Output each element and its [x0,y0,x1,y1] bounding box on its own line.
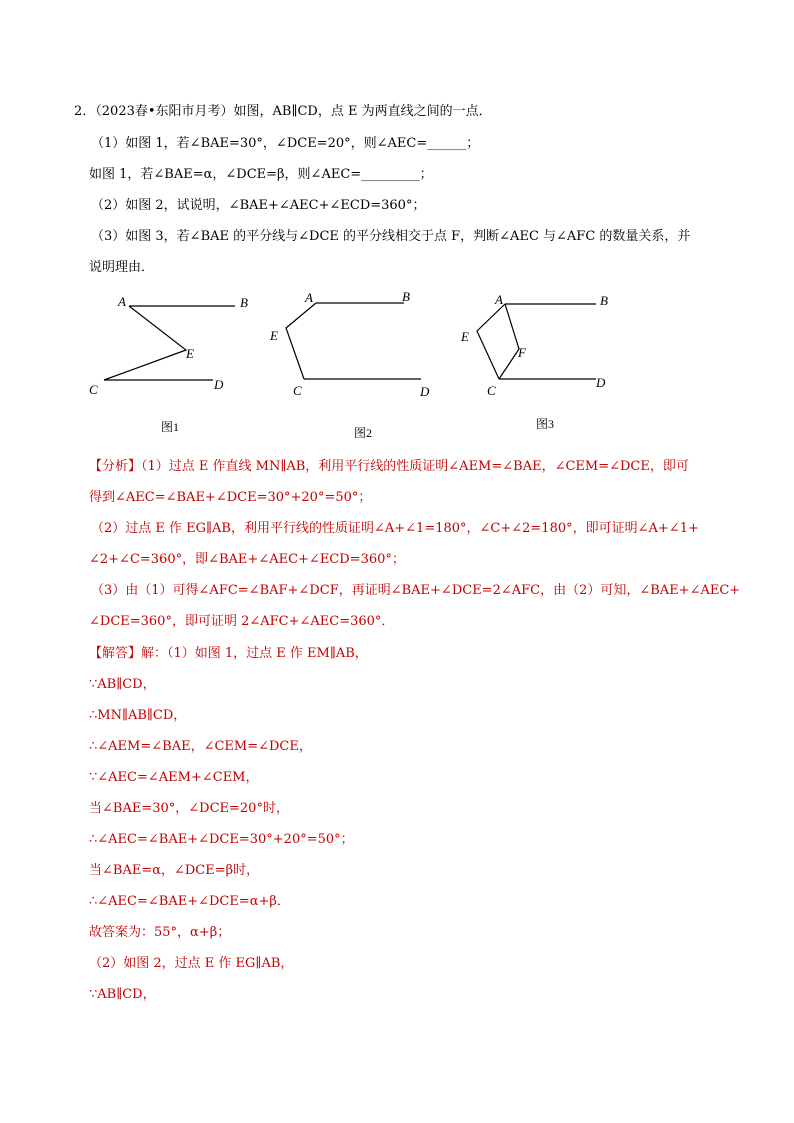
fig1-label-e: E [186,346,194,361]
fig2-label-c: C [293,383,302,398]
fig3-label-b: B [600,293,608,308]
fig1-caption: 图1 [161,420,180,434]
solution-line-6: 当∠BAE=30°，∠DCE=20°时， [89,801,289,816]
solution-line-10: 故答案为：55°，α+β； [89,925,231,940]
solution-line-2: ∵AB∥CD， [89,677,156,692]
analysis-line-5: （3）由（1）可得∠AFC=∠BAF+∠DCF，再证明∠BAE+∠DCE=2∠AFC，由（2）可知，∠BAE+∠AEC+ [91,583,741,598]
question-2: （2）如图 2，试说明，∠BAE+∠AEC+∠ECD=360°； [91,198,426,213]
solution-line-9: ∴∠AEC=∠BAE+∠DCE=α+β． [89,894,290,909]
fig1-label-c: C [89,382,98,397]
analysis-line-4: ∠2+∠C=360°，即∠BAE+∠AEC+∠ECD=360°； [89,552,405,567]
analysis-line-2: 得到∠AEC=∠BAE+∠DCE=30°+20°=50°； [89,490,372,505]
solution-line-11: （2）如图 2，过点 E 作 EG∥AB， [89,956,294,971]
fig3-label-f: F [518,345,526,360]
figures-row [0,285,794,449]
fig2-label-d: D [420,384,430,399]
fig2-caption: 图2 [354,426,373,440]
fig2-label-e: E [270,328,278,343]
fig1-label-a: A [118,294,126,309]
fig1-path-aec [104,306,186,380]
fig3-label-e: E [461,329,469,344]
fig1-label-d: D [214,377,224,392]
solution-line-4: ∴∠AEM=∠BAE，∠CEM=∠DCE， [89,739,312,754]
fig3-label-d: D [596,375,606,390]
fig3-label-c: C [487,383,496,398]
figure-2 [269,289,430,440]
fig3-label-a: A [495,292,503,307]
fig2-label-b: B [402,289,410,304]
solution-line-1: 【解答】解：（1）如图 1，过点 E 作 EM∥AB， [89,646,368,661]
question-1a: （1）如图 1，若∠BAE=30°，∠DCE=20°，则∠AEC=______； [91,136,480,151]
fig3-caption: 图3 [536,417,555,431]
solution-line-3: ∴MN∥AB∥CD， [89,708,187,723]
solution-line-5: ∵∠AEC=∠AEM+∠CEM， [89,770,259,785]
analysis-line-3: （2）过点 E 作 EG∥AB，利用平行线的性质证明∠A+∠1=180°，∠C+∠2=180°，即可证明∠A+∠1+ [91,521,699,536]
question-3-line2: 说明理由． [89,260,155,275]
solution-line-7: ∴∠AEC=∠BAE+∠DCE=30°+20°=50°； [89,832,354,847]
solution-line-8: 当∠BAE=α，∠DCE=β时， [89,863,260,878]
question-1b: 如图 1，若∠BAE=α，∠DCE=β，则∠AEC=_________； [89,167,433,182]
fig1-label-b: B [240,295,248,310]
figures-svg [0,285,794,445]
solution-line-12: ∵AB∥CD， [89,987,156,1002]
question-3-line1: （3）如图 3，若∠BAE 的平分线与∠DCE 的平分线相交于点 F，判断∠AEC 与∠AFC 的数量关系，并 [91,229,691,244]
figure-3 [460,292,608,431]
analysis-line-1: 【分析】（1）过点 E 作直线 MN∥AB，利用平行线的性质证明∠AEM=∠BAE，∠CEM=∠DCE，即可 [89,459,689,474]
fig3-path-aec [477,304,505,379]
figure-1 [89,294,248,434]
fig2-path-aec [286,303,316,379]
analysis-line-6: ∠DCE=360°，即可证明 2∠AFC+∠AEC=360°． [89,614,395,629]
problem-stem: 2．（2023春•东阳市月考）如图，AB∥CD，点 E 为两直线之间的一点． [74,104,492,119]
fig3-path-afc [499,304,519,379]
fig2-label-a: A [305,290,313,305]
